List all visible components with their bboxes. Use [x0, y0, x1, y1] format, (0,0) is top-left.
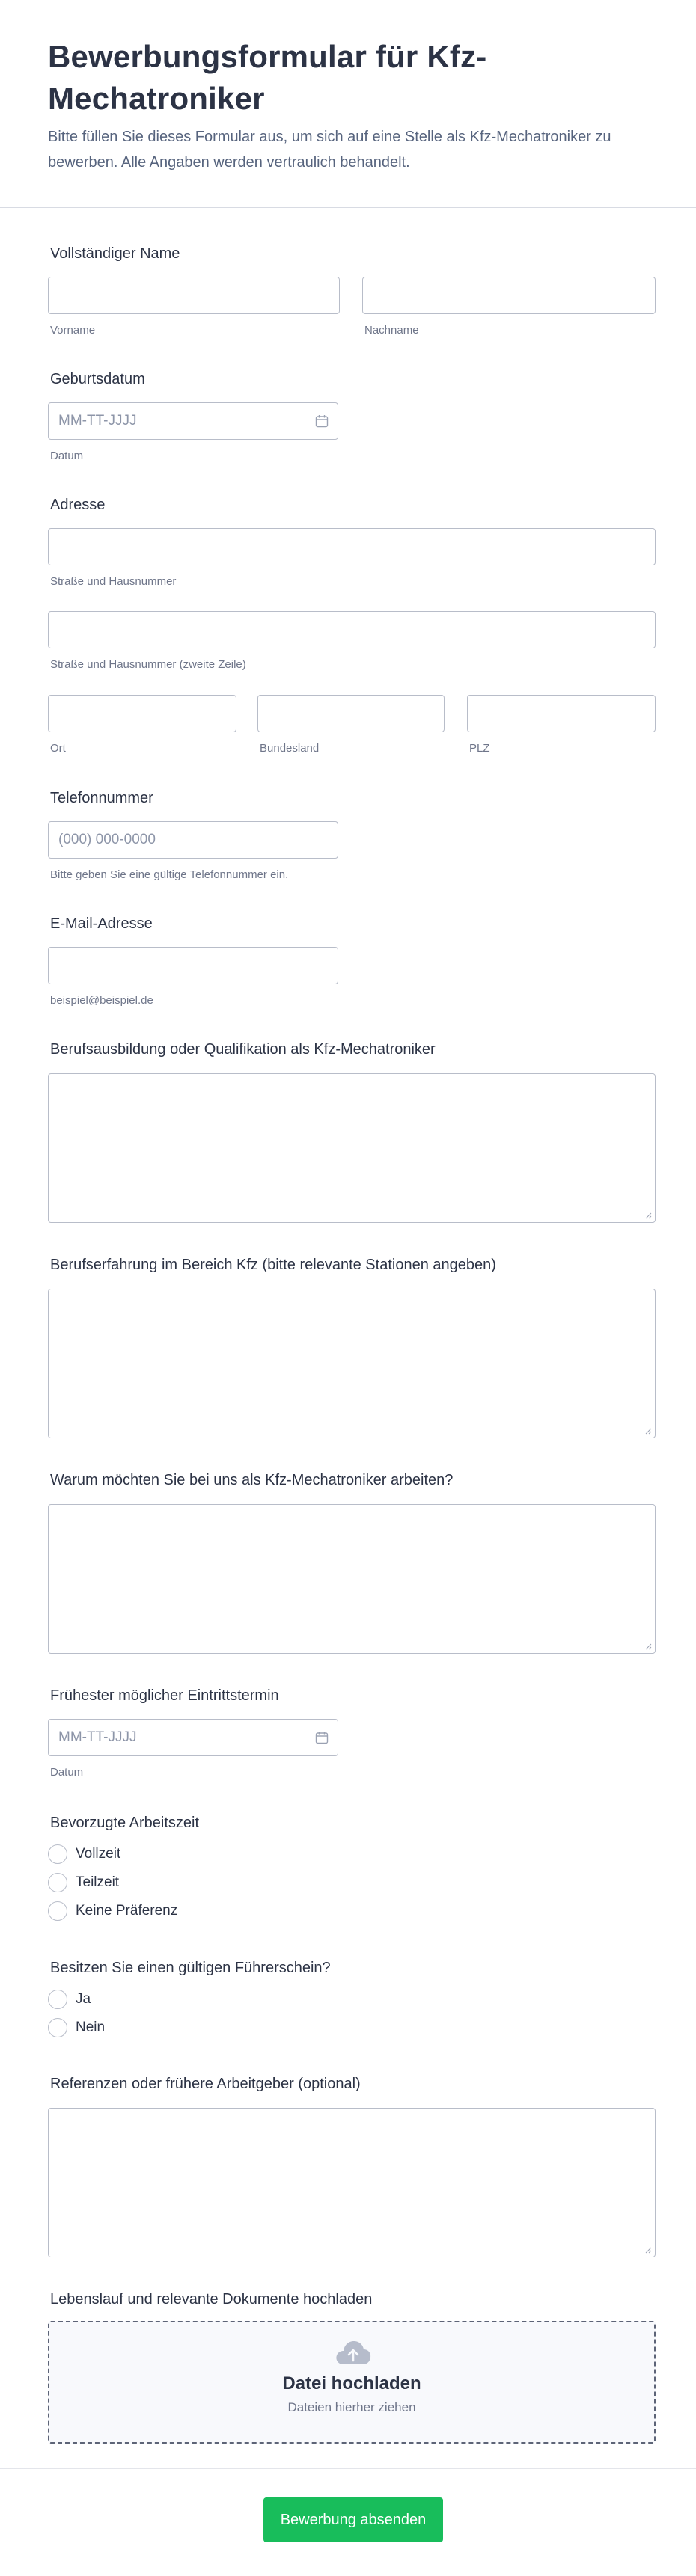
- state-input[interactable]: [257, 695, 445, 732]
- work-time-label: Bevorzugte Arbeitszeit: [50, 1815, 199, 1831]
- upload-dropzone-wrap: [48, 2321, 656, 2444]
- city-sublabel: Ort: [50, 742, 66, 755]
- qualification-label: Berufsausbildung oder Qualifikation als Kfz-Mechatroniker: [50, 1041, 436, 1058]
- birthdate-input[interactable]: [48, 402, 338, 440]
- start-date-sublabel: Datum: [50, 1766, 84, 1779]
- cloud-upload-icon: [335, 2339, 372, 2367]
- form-subtitle-line-2: bewerben. Alle Angaben werden vertraulich behandelt.: [48, 154, 410, 171]
- upload-subtitle: Dateien hierher ziehen: [287, 2400, 416, 2414]
- radio-label: Teilzeit: [76, 1874, 120, 1890]
- license-label: Besitzen Sie einen gültigen Führerschein?: [50, 1960, 331, 1976]
- birthdate-section: [48, 369, 656, 467]
- experience-textarea[interactable]: [48, 1289, 656, 1438]
- form-title-line-2: Mechatroniker: [48, 81, 265, 116]
- form-footer: [0, 2468, 696, 2576]
- phone-input[interactable]: [48, 821, 338, 859]
- motivation-textarea[interactable]: [48, 1504, 656, 1654]
- form-subtitle: [48, 124, 648, 175]
- motivation-label: Warum möchten Sie bei uns als Kfz-Mechatroniker arbeiten?: [50, 1472, 454, 1488]
- start-date-input[interactable]: [48, 1719, 338, 1756]
- zip-sublabel: PLZ: [469, 742, 490, 755]
- qualification-textarea[interactable]: [48, 1073, 656, 1223]
- radio-button[interactable]: [48, 1901, 67, 1921]
- zip-input[interactable]: [467, 695, 656, 732]
- birthdate-label: Geburtsdatum: [50, 371, 145, 387]
- email-sublabel: beispiel@beispiel.de: [50, 994, 153, 1007]
- street-sublabel: Straße und Hausnummer: [50, 575, 177, 588]
- form-subtitle-line-1: Bitte füllen Sie dieses Formular aus, um sich auf eine Stelle als Kfz-Mechatroniker zu: [48, 129, 611, 145]
- upload-label: Lebenslauf und relevante Dokumente hochladen: [50, 2291, 373, 2307]
- full-name-section: [48, 244, 656, 341]
- email-section: [48, 914, 656, 1011]
- city-input[interactable]: [48, 695, 236, 732]
- street-input[interactable]: [48, 528, 656, 565]
- street-line2-sublabel: Straße und Hausnummer (zweite Zeile): [50, 658, 246, 671]
- radio-option-keine-praeferenz[interactable]: [48, 1900, 177, 1922]
- radio-button[interactable]: [48, 2018, 67, 2037]
- start-date-label: Frühester möglicher Eintrittstermin: [50, 1687, 279, 1704]
- work-time-section: [48, 1813, 656, 1925]
- radio-label: Nein: [76, 2020, 106, 2035]
- radio-button[interactable]: [48, 1844, 67, 1864]
- qualification-section: [48, 1040, 656, 1224]
- form-title: [48, 36, 648, 120]
- license-section: [48, 1958, 656, 2048]
- upload-section: [48, 2290, 656, 2447]
- radio-label: Ja: [76, 1991, 91, 2007]
- birthdate-sublabel: Datum: [50, 450, 84, 462]
- phone-section: [48, 788, 656, 886]
- form-title-line-1: Bewerbungsformular für Kfz-: [48, 39, 487, 74]
- email-input[interactable]: [48, 947, 338, 984]
- radio-option-ja[interactable]: [48, 1988, 91, 2011]
- start-date-section: [48, 1686, 656, 1783]
- calendar-icon[interactable]: [315, 1731, 329, 1744]
- state-sublabel: Bundesland: [260, 742, 320, 755]
- resize-grip-icon[interactable]: [644, 1212, 652, 1219]
- radio-option-teilzeit[interactable]: [48, 1871, 119, 1894]
- first-name-sublabel: Vorname: [50, 324, 96, 337]
- phone-placeholder: (000) 000-0000: [58, 832, 156, 847]
- first-name-input[interactable]: [48, 277, 340, 314]
- references-textarea[interactable]: [48, 2108, 656, 2257]
- radio-button[interactable]: [48, 1990, 67, 2009]
- start-date-placeholder: MM-TT-JJJJ: [58, 1729, 137, 1745]
- references-label: Referenzen oder frühere Arbeitgeber (optional): [50, 2076, 361, 2092]
- references-section: [48, 2074, 656, 2258]
- submit-button[interactable]: Bewerbung absenden: [263, 2497, 443, 2542]
- experience-section: [48, 1255, 656, 1439]
- birthdate-placeholder: MM-TT-JJJJ: [58, 413, 137, 429]
- experience-label: Berufserfahrung im Bereich Kfz (bitte relevante Stationen angeben): [50, 1257, 496, 1273]
- phone-sublabel: Bitte geben Sie eine gültige Telefonnummer ein.: [50, 868, 289, 881]
- address-section: [48, 495, 656, 757]
- resize-grip-icon[interactable]: [644, 1427, 652, 1435]
- radio-option-vollzeit[interactable]: [48, 1843, 120, 1865]
- radio-button[interactable]: [48, 1873, 67, 1892]
- radio-label: Keine Präferenz: [76, 1903, 178, 1919]
- email-label: E-Mail-Adresse: [50, 916, 153, 932]
- full-name-label: Vollständiger Name: [50, 245, 180, 262]
- last-name-sublabel: Nachname: [364, 324, 419, 337]
- address-label: Adresse: [50, 497, 106, 513]
- upload-title: Datei hochladen: [282, 2373, 421, 2393]
- form-header: [0, 0, 696, 208]
- resize-grip-icon[interactable]: [644, 1643, 652, 1650]
- calendar-icon[interactable]: [315, 414, 329, 428]
- street-line2-input[interactable]: [48, 611, 656, 648]
- last-name-input[interactable]: [362, 277, 656, 314]
- resize-grip-icon[interactable]: [644, 2246, 652, 2254]
- motivation-section: [48, 1471, 656, 1655]
- upload-dropzone[interactable]: [48, 2321, 656, 2444]
- radio-label: Vollzeit: [76, 1846, 121, 1862]
- radio-option-nein[interactable]: [48, 2017, 105, 2039]
- phone-label: Telefonnummer: [50, 790, 153, 806]
